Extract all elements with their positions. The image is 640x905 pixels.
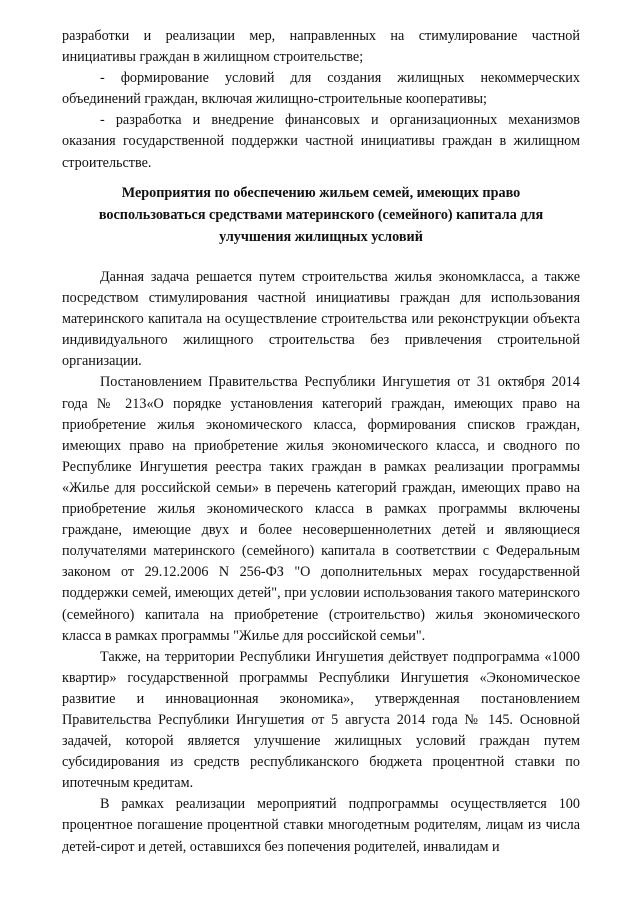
paragraph-subprogram-measures: В рамках реализации мероприятий подпрограммы осуществляется 100 процентное погашение процентной ставки многодетным родителям, лицам из числа детей-сирот и детей, оставшихся без попечения родителей, инвалидам и bbox=[62, 796, 580, 855]
heading-line-2: воспользоваться средствами материнского (семейного) капитала для bbox=[98, 206, 544, 223]
intro-section bbox=[62, 26, 580, 174]
section-heading bbox=[62, 183, 580, 248]
paragraph-subprogram-1000: Также, на территории Республики Ингушетия действует подпрограмма «1000 квартир» государственной программы Республики Ингушетия «Экономическое развитие и инновационная экономика», утвержденная постановлением Правительства Республики Ингушетия от 5 августа 2014 года № 145. Основной задачей, которой является улучшение жилищных условий граждан путем субсидирования из средств республиканского бюджета процентной ставки по ипотечным кредитам. bbox=[62, 648, 580, 792]
heading-line-1: Мероприятия по обеспечению жильем семей, имеющих право bbox=[121, 185, 521, 201]
intro-bullet-housing-cooperatives: - формирование условий для создания жилищных некоммерческих объединений граждан, включая жилищно-строительные кооперативы; bbox=[62, 70, 580, 108]
section-body bbox=[62, 267, 580, 858]
intro-bullet-financial-mechanisms: - разработка и внедрение финансовых и организационных механизмов оказания государственной поддержки частной инициативы граждан в жилищном строительстве. bbox=[62, 112, 580, 171]
heading-line-3: улучшения жилищных условий bbox=[219, 228, 423, 245]
paragraph-task-solution: Данная задача решается путем строительства жилья экономкласса, а также посредством стимулирования частной инициативы граждан для использования материнского капитала на осуществление строительства или реконструкции объекта индивидуального жилищного строительства без привлечения строительной организации. bbox=[62, 269, 580, 370]
intro-paragraph-continued: разработки и реализации мер, направленных на стимулирование частной инициативы граждан в жилищном строительстве; bbox=[62, 28, 580, 66]
paragraph-government-decree: Постановлением Правительства Республики Ингушетия от 31 октября 2014 года № 213«О порядке установления категорий граждан, имеющих право на приобретение жилья экономического класса, формирования списков граждан, имеющих право на приобретение жилья экономического класса, и сводного по Республике Ингушетия реестра таких граждан в рамках реализации программы «Жилье для российской семьи» в перечень категорий граждан, имеющих право на приобретение жилья экономического класса в рамках программы включены граждане, имеющие двух и более несовершеннолетних детей и являющиеся получателями материнского (семейного) капитала в соответствии с Федеральным законом от 29.12.2006 N 256-ФЗ "О дополнительных мерах государственной поддержки семей, имеющих детей", при условии использования такого материнского (семейного) капитала на приобретение (строительство) жилья экономического класса в рамках программы "Жилье для российской семьи". bbox=[62, 374, 580, 644]
